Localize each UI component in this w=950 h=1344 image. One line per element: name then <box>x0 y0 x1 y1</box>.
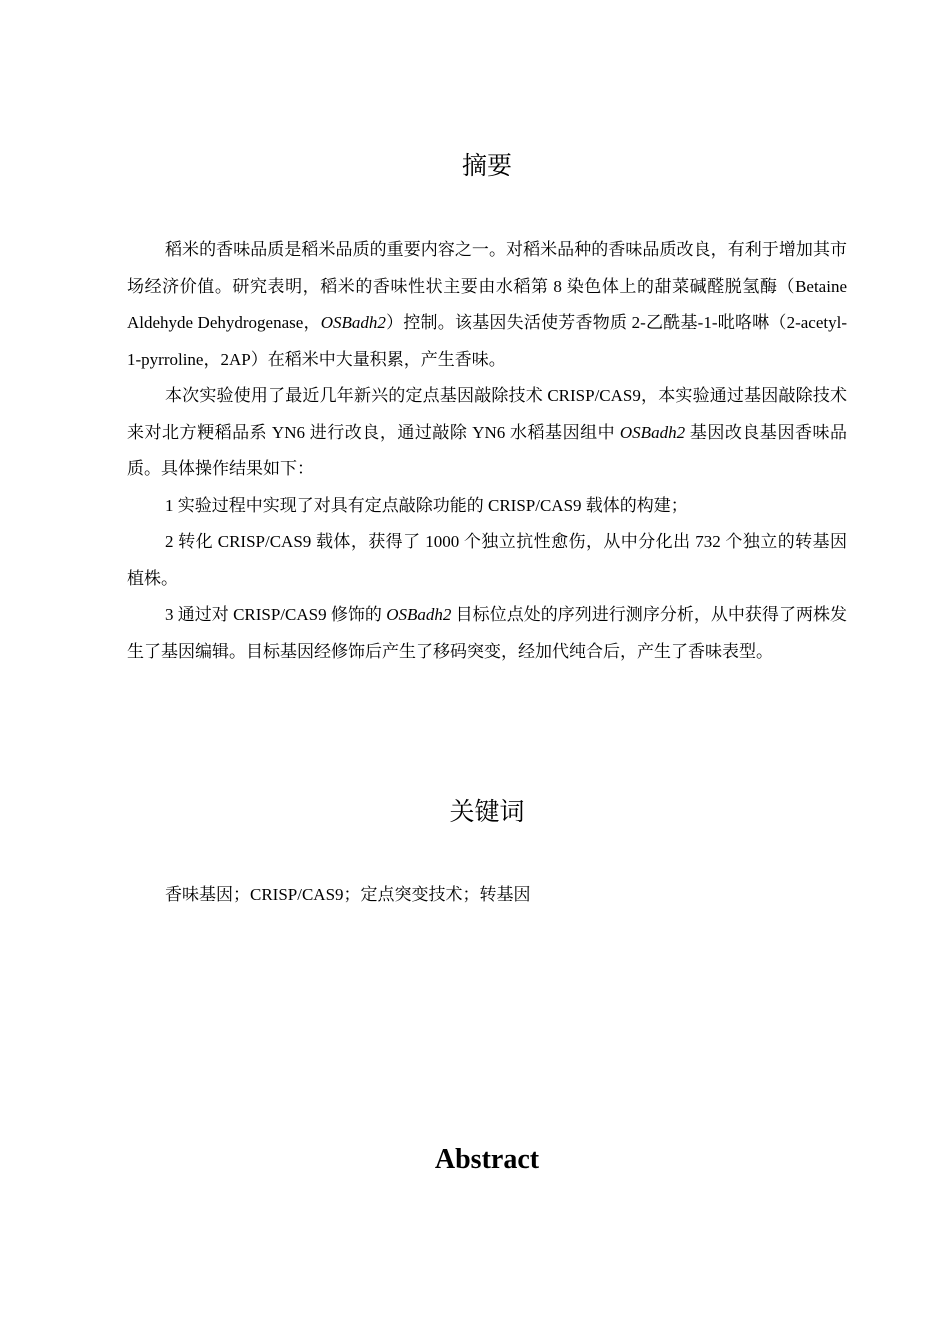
abstract-body <box>127 232 847 670</box>
abstract-paragraph-5 <box>127 597 847 670</box>
keywords-text: 香味基因；CRISP/CAS9；定点突变技术；转基因 <box>165 885 531 904</box>
abstract-heading: 摘要 <box>461 151 512 180</box>
paragraph-text: 3 通过对 CRISP/CAS9 修饰的 <box>165 605 387 624</box>
gene-name: OSBadh2 <box>386 605 452 624</box>
paragraph-text: 本次实验使用了最近几年新兴的定点基因敲除技术 CRISP/CAS9，本实验通过基因敲除技术来对北方粳稻品系 YN6 进行改良，通过敲除 YN6 水稻基因组中 <box>127 386 847 442</box>
keywords-body <box>127 877 847 914</box>
paragraph-text: 目标位点处的序列进行测序分析，从中获得了两株发生了基因编辑。目标基因经修饰后产生了移码突变，经加代纯合后，产生了香味表型。 <box>127 605 847 661</box>
gene-name: OSBadh2 <box>619 422 686 442</box>
abstract-paragraph-1 <box>127 232 847 378</box>
gene-name: OSBadh2 <box>320 313 386 332</box>
paragraph-text: 稻米的香味品质是稻米品质的重要内容之一。对稻米品种的香味品质改良，有利于增加其市场经济价值。研究表明，稻米的香味性状主要由水稻第 8 染色体上的甜菜碱醛脱氢酶（Betaine Aldehyde Dehydrogenase， <box>127 240 847 332</box>
keywords-heading: 关键词 <box>449 797 525 826</box>
abstract-paragraph-2 <box>127 378 847 488</box>
paragraph-text: ）控制。该基因失活使芳香物质 2-乙酰基-1-吡咯啉（2-acetyl-1-pyrroline，2AP）在稻米中大量积累，产生香味。 <box>127 313 847 369</box>
abstract-en-heading: Abstract <box>434 1144 540 1175</box>
abstract-paragraph-4: 2 转化 CRISP/CAS9 载体，获得了 1000 个独立抗性愈伤，从中分化出 732 个独立的转基因植株。 <box>127 532 847 588</box>
paragraph-text: 基因改良基因香味品质。具体操作结果如下： <box>127 422 848 478</box>
abstract-paragraph-3: 1 实验过程中实现了对具有定点敲除功能的 CRISP/CAS9 载体的构建； <box>165 495 688 515</box>
